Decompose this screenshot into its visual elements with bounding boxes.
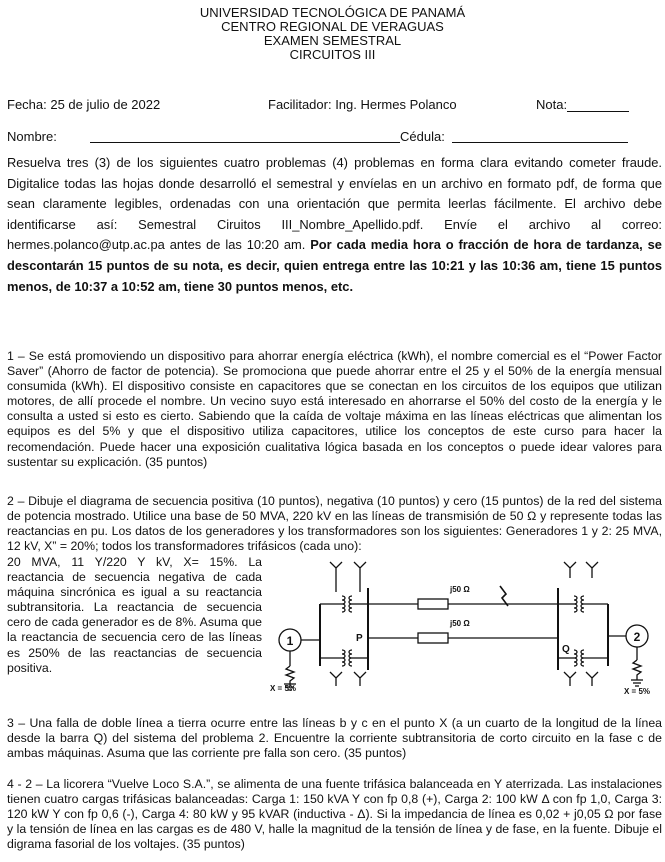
generator-1-label: 1 (286, 634, 294, 648)
right-lower-wye-1 (564, 672, 576, 686)
id-blank (452, 130, 628, 143)
left-lower-wye-2 (354, 672, 366, 686)
fault-point-mark (500, 586, 508, 606)
right-upper-wye-2 (586, 562, 598, 578)
name-blank (90, 130, 400, 143)
right-upper-wye-1 (564, 562, 576, 578)
right-lower-wye-2 (586, 672, 598, 686)
right-upper-transformer (574, 596, 577, 612)
left-lower-wye-1 (330, 672, 342, 686)
left-upper-wye-2 (354, 562, 366, 578)
problem-2-continued: 20 MVA, 11 Y/220 Y kV, X= 15%. La reactancia de secuencia negativa de cada máquina sincrónica es igual a su reactancia subtransitoria. La reactancia de secuencia cero de cada generador es de 8%. Asuma que la reactancia de secuencia cero de las líneas es 250% de las reactancias de secuencia positiva. (7, 555, 262, 675)
line-lower-impedance (418, 633, 448, 643)
right-reactance-label: X = 5% (624, 687, 651, 696)
left-upper-transformer (342, 596, 345, 612)
instructions-penalty: Por cada media hora o fracción de hora de tardanza, se descontarán 15 puntos de su nota, es decir, quien entrega entre las 10:21 y las 10:36 am, tiene 15 puntos menos, de 10:37 a 10:52 am, tiene 30 puntos menos, etc. (7, 237, 662, 294)
problem-4: 4 - 2 – La licorera “Vuelve Loco S.A.”, se alimenta de una fuente trifásica balanceada en Y aterrizada. Las instalaciones tienen cuatro cargas trifásicas balanceadas: Carga 1: 150 kVA Y con fp 0,8 (+), Carga 2: 100 kW Δ con fp 1,0, Carga 3: 120 kW Y con fp 0,6 (-), Carga 4: 80 kW y 95 kVAR (inductiva - Δ). Si la impedancia de línea es 0,02 + j0,05 Ω por fase y la tensión de línea en las cargas es de 480 V, halle la magnitud de la tensión de línea y de fase, en la fuente. Dibuje el digrama fasorial de los voltajes. (35 puntos) (7, 777, 662, 852)
instructions-paragraph (7, 153, 662, 297)
problem-1: 1 – Se está promoviendo un dispositivo para ahorrar energía eléctrica (kWh), el nombre comercial es el “Power Factor Saver” (Ahorro de factor de potencia). Se promociona que puede ahorrar entre el 25 y el 50% de la energía mensual consumida (kWh). El dispositivo consiste en capacitores que se conectan en los circuitos de los equipos que utilizan motores, de allí procede el nombre. Un vecino suyo está interesado en ahorrarse el 50% del costo de la energía y le consulta a usted si esto es cierto. Sabiendo que la caída de voltaje máxima en las líneas eléctricas que alimentan los equipos es del 5% y que el dispositivo utiliza capacitores, utilice los conceptos de este curso para hacer la recomendación. Puede hacer una exposición cualitativa lógica basada en los conceptos o puede idear valores para sustentar su explicación. (35 puntos) (7, 349, 662, 469)
course-name: CIRCUITOS III (289, 47, 376, 62)
name-label: Nombre: (7, 129, 57, 144)
left-upper-wye-1 (330, 562, 342, 578)
line-upper-label: j50 Ω (450, 585, 470, 594)
left-reactance-label: X = 5% (270, 684, 297, 693)
grade-label: Nota: (536, 97, 568, 112)
generator-2-label: 2 (633, 630, 641, 644)
power-system-diagram (268, 548, 660, 696)
line-upper-impedance (418, 599, 448, 609)
facilitator-field: Facilitador: Ing. Hermes Polanco (268, 97, 457, 112)
bus-q-label: Q (562, 644, 570, 655)
instructions-text: Resuelva tres (3) de los siguientes cuatro problemas (4) problemas en forma clara evitando cometer fraude. Digitalice todas las hojas donde desarrolló el semestral y envíelas en un archivo en formato pdf, de forma que sean claramente legibles, ordenadas con una orientación que permita leerlas fácilmente. El archivo debe identificarse así: Semestral Ciruitos III_Nombre_Apellido.pdf. Envíe el archivo al correo: hermes.polanco@utp.ac.pa antes de las 10:20 am. (7, 155, 662, 253)
right-ground-reactor (633, 660, 641, 680)
university-name: UNIVERSIDAD TECNOLÓGICA DE PANAMÁ (199, 5, 466, 20)
bus-p-label: P (356, 633, 363, 644)
problem-2: 2 – Dibuje el diagrama de secuencia positiva (10 puntos), negativa (10 puntos) y cero (15 puntos) de la red del sistema de potencia mostrado. Utilice una base de 50 MVA, 220 kV en las líneas de transmisión de 50 Ω y represente todas las reactancias en pu. Los datos de los generadores y los transformadores son los siguientes: Generadores 1 y 2: 25 MVA, 12 kV, X” = 20%; todos los transformadores trifásicos (cada uno): (7, 494, 662, 554)
grade-blank (567, 99, 629, 112)
id-label: Cédula: (400, 129, 445, 144)
right-lower-transformer (574, 650, 577, 666)
left-lower-transformer (342, 650, 345, 666)
grade-field (536, 97, 629, 112)
problem-3: 3 – Una falla de doble línea a tierra ocurre entre las líneas b y c en el punto X (a un cuarto de la longitud de la línea desde la barra Q) del sistema del problema 2. Encuentre la corriente subtransitoria de corto circuito en la fase c de ambas máquinas. Asuma que las corriente pre falla son cero. (35 puntos) (7, 716, 662, 761)
exam-title: EXAMEN SEMESTRAL (263, 33, 402, 48)
left-ground-reactor (286, 666, 294, 686)
date-field: Fecha: 25 de julio de 2022 (7, 97, 161, 112)
line-lower-label: j50 Ω (450, 619, 470, 628)
regional-center: CENTRO REGIONAL DE VERAGUAS (221, 19, 444, 34)
